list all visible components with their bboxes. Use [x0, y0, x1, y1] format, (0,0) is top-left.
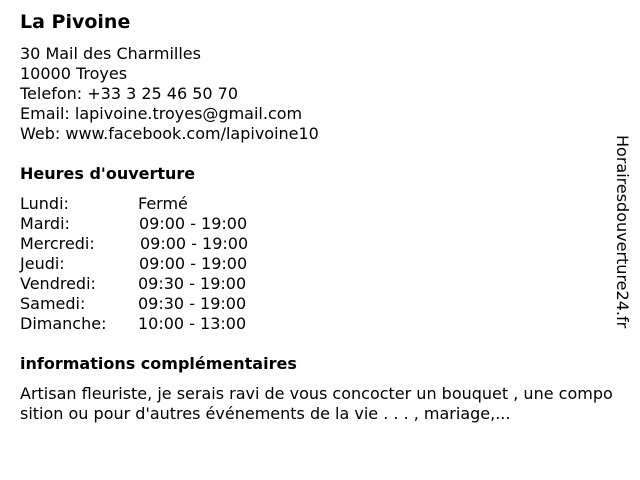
- day-label: Dimanche:: [20, 314, 107, 333]
- hours-table: [20, 194, 320, 334]
- time-value: 09:30 - 19:00: [138, 274, 247, 293]
- day-label: Mercredi:: [20, 234, 95, 253]
- time-value: 09:00 - 19:00: [139, 214, 248, 233]
- day-label: Samedi:: [20, 294, 86, 313]
- info-heading: informations complémentaires: [20, 354, 297, 373]
- time-value: 09:00 - 19:00: [139, 254, 248, 273]
- web-line: Web: www.facebook.com/lapivoine10: [20, 124, 319, 143]
- hours-row: [20, 274, 320, 294]
- business-name: La Pivoine: [20, 11, 131, 33]
- address-line-1: 30 Mail des Charmilles: [20, 44, 201, 63]
- day-label: Jeudi:: [20, 254, 65, 273]
- hours-row: [20, 254, 320, 274]
- time-value: 09:00 - 19:00: [140, 234, 249, 253]
- address-line-2: 10000 Troyes: [20, 64, 128, 83]
- day-label: Mardi:: [20, 214, 70, 233]
- site-watermark: Horairesdouverture24.fr: [613, 135, 632, 329]
- hours-row: [20, 294, 320, 314]
- hours-row: [20, 314, 320, 334]
- hours-row: [20, 194, 320, 214]
- hours-row: [20, 234, 320, 254]
- day-label: Vendredi:: [20, 274, 96, 293]
- day-label: Lundi:: [20, 194, 69, 213]
- hours-heading: Heures d'ouverture: [20, 164, 196, 183]
- description-text: Artisan fleuriste, je serais ravi de vous concocter un bouquet , une composition ou pour d'autres événements de la vie . . . , mariage,...: [20, 384, 613, 423]
- time-value: 09:30 - 19:00: [138, 294, 247, 313]
- hours-row: [20, 214, 320, 234]
- email-line: Email: lapivoine.troyes@gmail.com: [20, 104, 303, 123]
- contact-block: [20, 44, 319, 144]
- time-value: 10:00 - 13:00: [138, 314, 247, 333]
- time-value: Fermé: [138, 194, 188, 213]
- phone-line: Telefon: +33 3 25 46 50 70: [20, 84, 239, 103]
